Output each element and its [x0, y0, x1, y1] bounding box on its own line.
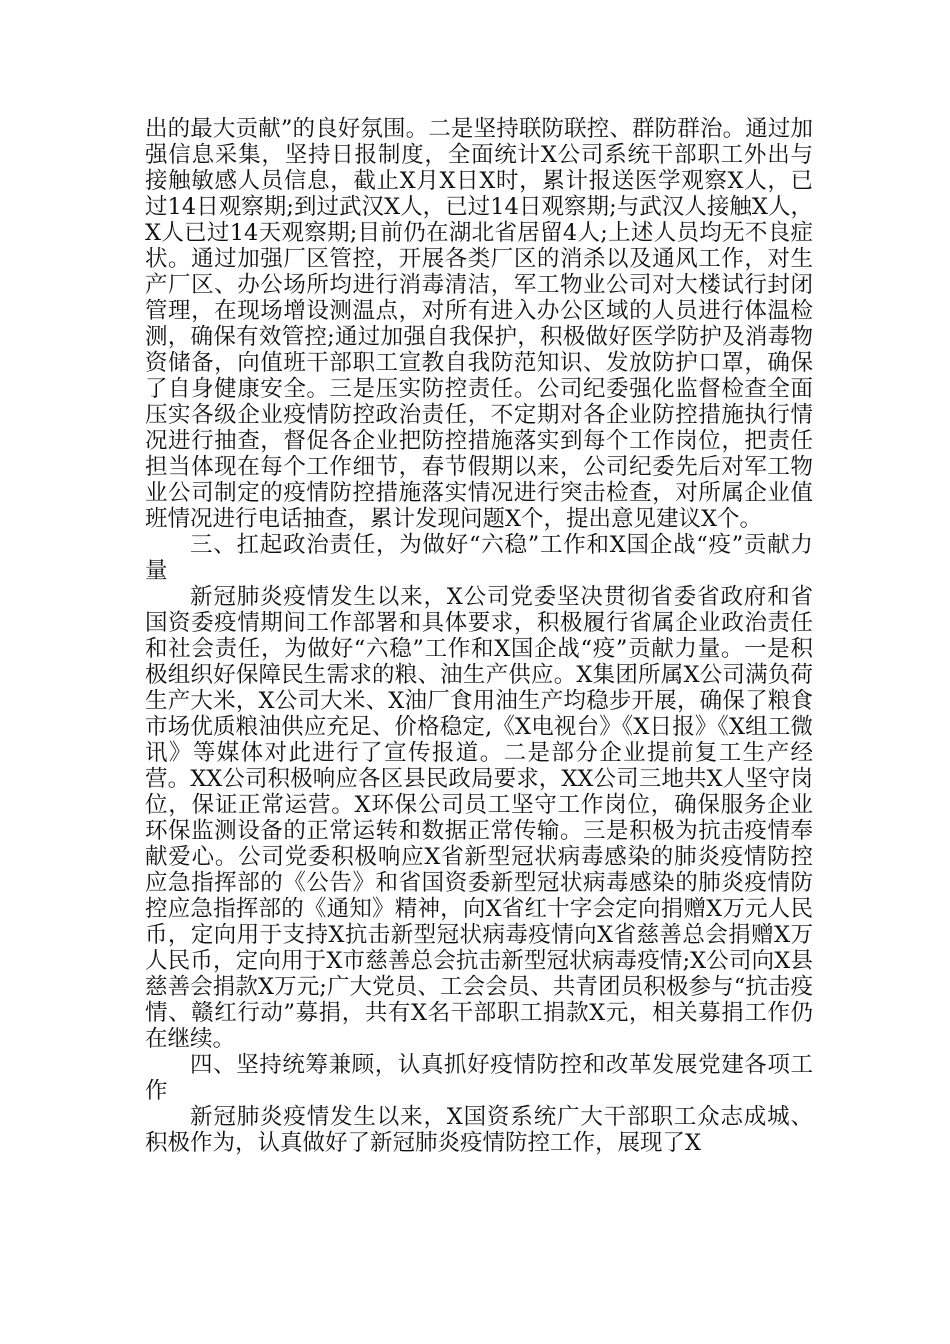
document-body — [145, 116, 813, 1156]
section-heading: 四、坚持统筹兼顾，认真抓好疫情防控和改革发展党建各项工作 — [145, 1052, 813, 1104]
body-paragraph: 出的最大贡献”的良好氛围。二是坚持联防联控、群防群治。通过加强信息采集，坚持日报制度，全面统计X公司系统干部职工外出与接触敏感人员信息，截止X月X日X时，累计报送医学观察X人，已过14日观察期;到过武汉X人，已过14日观察期;与武汉人接触X人，X人已过14天观察期;目前仍在湖北省居留4人;上述人员均无不良症状。通过加强厂区管控，开展各类厂区的消杀以及通风工作，对生产厂区、办公场所均进行消毒清洁，军工物业公司对大楼试行封闭管理，在现场增设测温点，对所有进入办公区域的人员进行体温检测，确保有效管控;通过加强自我保护，积极做好医学防护及消毒物资储备，向值班干部职工宣教自我防范知识、发放防护口罩，确保了自身健康安全。三是压实防控责任。公司纪委强化监督检查全面压实各级企业疫情防控政治责任，不定期对各企业防控措施执行情况进行抽查，督促各企业把防控措施落实到每个工作岗位，把责任担当体现在每个工作细节，春节假期以来，公司纪委先后对军工物业公司制定的疫情防控措施落实情况进行突击检查，对所属企业值班情况进行电话抽查，累计发现问题X个，提出意见建议X个。 — [145, 116, 813, 532]
section-heading: 三、扛起政治责任，为做好“六稳”工作和X国企战“疫”贡献力量 — [145, 532, 813, 584]
body-paragraph: 新冠肺炎疫情发生以来，X国资系统广大干部职工众志成城、积极作为，认真做好了新冠肺炎疫情防控工作，展现了X — [145, 1104, 813, 1156]
body-paragraph: 新冠肺炎疫情发生以来，X公司党委坚决贯彻省委省政府和省国资委疫情期间工作部署和具体要求，积极履行省属企业政治责任和社会责任，为做好“六稳”工作和X国企战“疫”贡献力量。一是积极组织好保障民生需求的粮、油生产供应。X集团所属X公司满负荷生产大米，X公司大米、X油厂食用油生产均稳步开展，确保了粮食市场优质粮油供应充足、价格稳定,《X电视台》《X日报》《X组工微讯》等媒体对此进行了宣传报道。二是部分企业提前复工生产经营。XX公司积极响应各区县民政局要求，XX公司三地共X人坚守岗位，保证正常运营。X环保公司员工坚守工作岗位，确保服务企业环保监测设备的正常运转和数据正常传输。三是积极为抗击疫情奉献爱心。公司党委积极响应X省新型冠状病毒感染的肺炎疫情防控应急指挥部的《公告》和省国资委新型冠状病毒感染的肺炎疫情防控应急指挥部的《通知》精神，向X省红十字会定向捐赠X万元人民币，定向用于支持X抗击新型冠状病毒疫情向X省慈善总会捐赠X万人民币，定向用于X市慈善总会抗击新型冠状病毒疫情;X公司向X县慈善会捐款X万元;广大党员、工会会员、共青团员积极参与“抗击疫情、赣红行动”募捐，共有X名干部职工捐款X元，相关募捐工作仍在继续。 — [145, 584, 813, 1052]
